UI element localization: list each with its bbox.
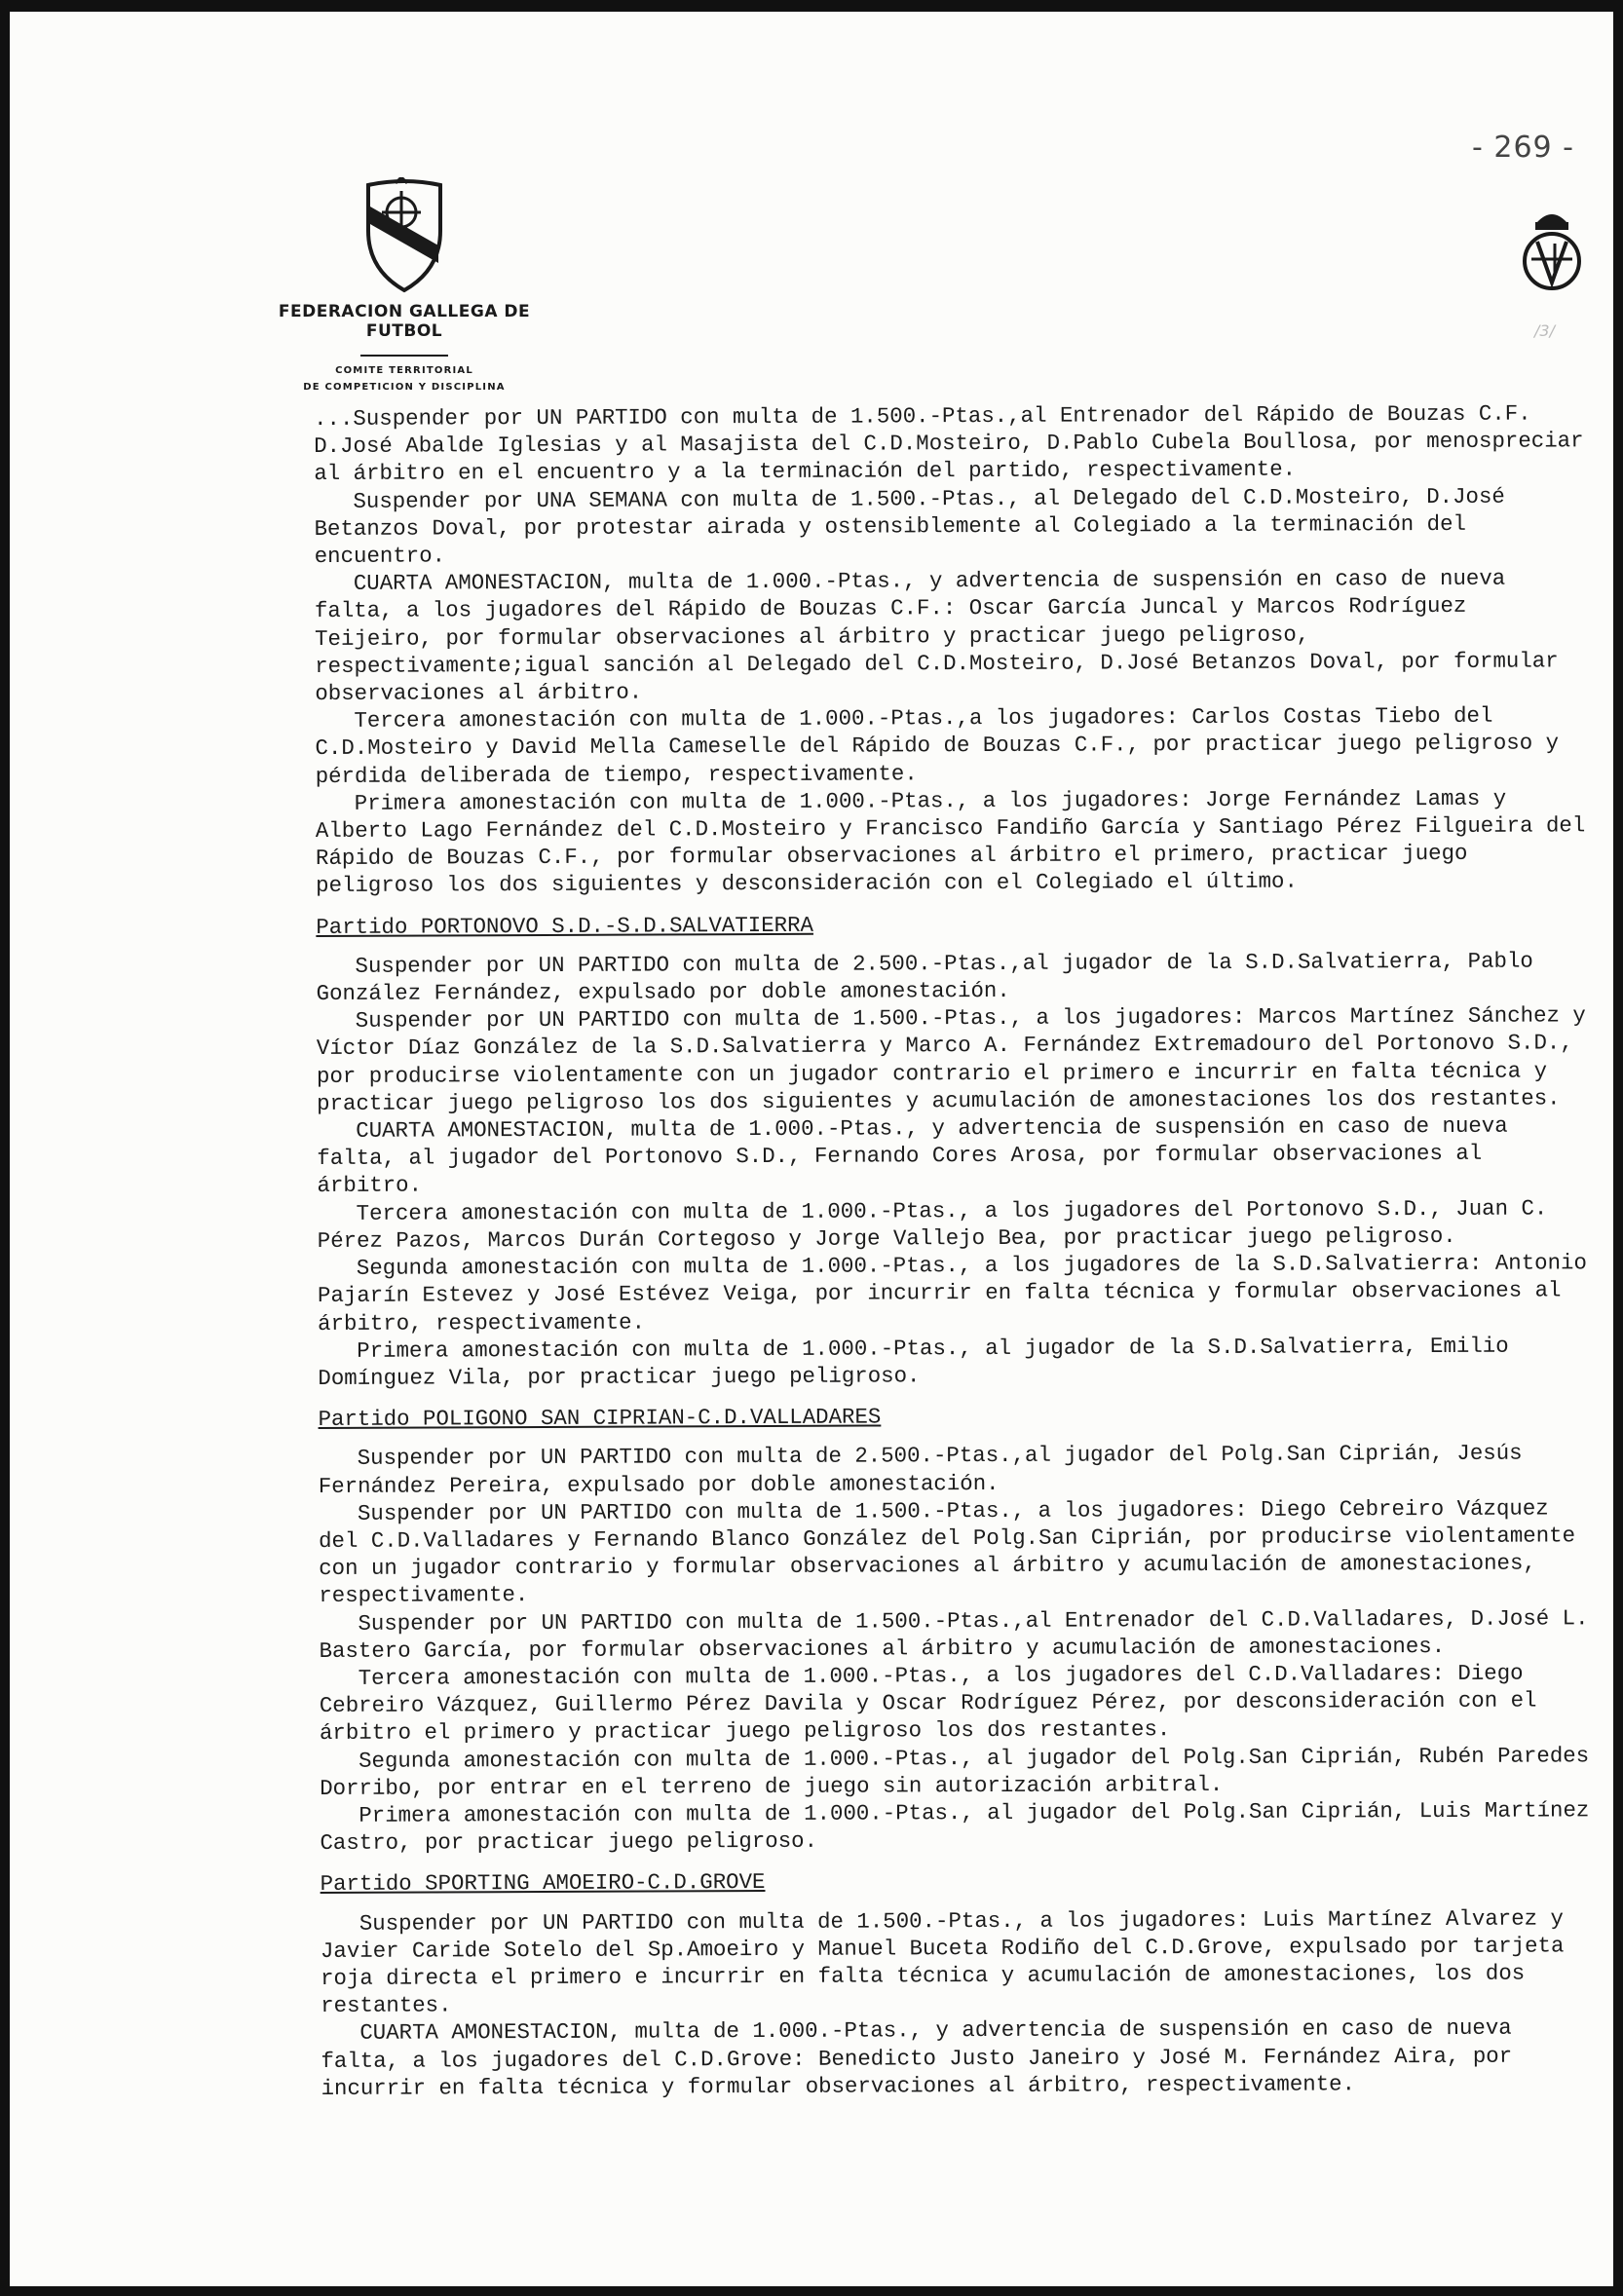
paragraph: Primera amonestación con multa de 1.000.-Ptas., al jugador de la S.D.Salvatierra, Emilio Domínguez Vila, por practicar juego peligroso. [318, 1333, 1509, 1391]
paragraph: Suspender por UN PARTIDO con multa de 2.500.-Ptas.,al jugador de la S.D.Salvatierra, Pablo González Fernández, expulsado por doble amonestación. [316, 948, 1533, 1007]
match-heading: Partido SPORTING AMOEIRO-C.D.GROVE [320, 1869, 766, 1898]
paragraph: Segunda amonestación con multa de 1.000.-Ptas., a los jugadores de la S.D.Salvatierra: Antonio Pajarín Estevez y José Estévez Veiga, por incurrir en falta técnica y formular observaciones al árbitro, respectivamente. [317, 1250, 1587, 1336]
paragraph: Segunda amonestación con multa de 1.000.-Ptas., al jugador del Polg.San Ciprián, Rubén Paredes Dorribo, por entrar en el terreno de juego sin autorización arbitral. [320, 1742, 1590, 1801]
committee-line-1: COMITE TERRITORIAL [335, 365, 473, 376]
paragraph: Primera amonestación con multa de 1.000.-Ptas., a los jugadores: Jorge Fernández Lamas y Alberto Lago Fernández del C.D.Mosteiro y Francisco Fandiño García y Santiago Pérez Filgueira del Rápido de Bouzas C.F., por formular observaciones al árbitro el primero, practicar juego peligroso los dos siguientes y desconsideración con el Colegiado el último. [315, 785, 1586, 899]
match-heading: Partido POLIGONO SAN CIPRIAN-C.D.VALLADARES [318, 1404, 882, 1433]
federation-name: FEDERACION GALLEGA DE FUTBOL [278, 302, 531, 341]
paragraph: Suspender por UN PARTIDO con multa de 1.500.-Ptas., a los jugadores: Diego Cebreiro Vázquez del C.D.Valladares y Fernando Blanco González del Polg.San Ciprián, por producirse violentamente con un jugador contrario y formular observaciones al árbitro y acumulación de amonestaciones, respectivamente. [319, 1495, 1576, 1609]
paragraph: Tercera amonestación con multa de 1.000.-Ptas., a los jugadores del Portonovo S.D., Juan C. Pérez Pazos, Marcos Durán Cortegoso y Jorge Vallejo Bea, por practicar juego peligroso. [317, 1195, 1548, 1254]
paragraph: Suspender por UNA SEMANA con multa de 1.500.-Ptas., al Delegado del C.D.Mosteiro, D.José Betanzos Doval, por protestar airada y ostensiblemente al Colegiado a la terminación del encuentro. [314, 483, 1505, 570]
paragraph: Suspender por UN PARTIDO con multa de 2.500.-Ptas.,al jugador del Polg.San Ciprián, Jesús Fernández Pereira, expulsado por doble amonestación. [318, 1440, 1523, 1499]
letterhead-rule [360, 355, 448, 357]
paragraph: Suspender por UN PARTIDO con multa de 1.500.-Ptas., a los jugadores: Marcos Martínez Sánchez y Víctor Díaz González de la S.D.Salvatierra y Marco A. Fernández Extremadouro del Portonovo S.D., por producirse violentamente con un jugador contrario el primero e incurrir en falta técnica y practicar juego peligroso los dos siguientes y acumulación de amonestaciones los dos restantes. [316, 1002, 1586, 1116]
match-heading: Partido PORTONOVO S.D.-S.D.SALVATIERRA [316, 912, 813, 940]
document-page [10, 12, 1613, 2286]
margin-mark: /3/ [1534, 321, 1555, 340]
paragraph: CUARTA AMONESTACION, multa de 1.000.-Ptas., y advertencia de suspensión en caso de nueva falta, a los jugadores del C.D.Grove: Benedicto Justo Janeiro y José M. Fernández Aira, por incurrir en falta técnica y formular observaciones al árbitro, respectivamente. [321, 2015, 1513, 2101]
paragraph: Primera amonestación con multa de 1.000.-Ptas., al jugador del Polg.San Ciprián, Luis Martínez Castro, por practicar juego peligroso. [320, 1797, 1590, 1857]
paragraph: Tercera amonestación con multa de 1.000.-Ptas., a los jugadores del C.D.Valladares: Diego Cebreiro Vázquez, Guillermo Pérez Davila y Oscar Rodríguez Pérez, por desconsideración con el árbitro el primero y practicar juego peligroso los dos restantes. [319, 1660, 1537, 1747]
paragraph: CUARTA AMONESTACION, multa de 1.000.-Ptas., y advertencia de suspensión en caso de nueva falta, al jugador del Portonovo S.D., Fernando Cores Arosa, por formular observaciones al árbitro. [317, 1112, 1508, 1199]
committee-line-2: DE COMPETICION Y DISCIPLINA [303, 382, 506, 393]
resolution-text [314, 399, 1600, 2102]
paragraph: CUARTA AMONESTACION, multa de 1.000.-Ptas., y advertencia de suspensión en caso de nueva falta, a los jugadores del Rápido de Bouzas C.F.: Oscar García Juncal y Marcos Rodríguez Teijeiro, por formular observaciones al árbitro y practicar juego peligroso, respectivamente;igual sanción al Delegado del C.D.Mosteiro, D.José Betanzos Doval, por formular observaciones al árbitro. [314, 565, 1559, 707]
paragraph: Tercera amonestación con multa de 1.000.-Ptas.,a los jugadores: Carlos Costas Tiebo del C.D.Mosteiro y David Mella Cameselle del Rápido de Bouzas C.F., por practicar juego peligroso y pérdida deliberada de tiempo, respectivamente. [315, 702, 1560, 789]
paragraph: ...Suspender por UN PARTIDO con multa de 1.500.-Ptas.,al Entrenador del Rápido de Bouzas C.F. D.José Abalde Iglesias y al Masajista del C.D.Mosteiro, D.Pablo Cubela Boullosa, por menospreciar al árbitro en el encuentro y a la terminación del partido, respectivamente. [314, 400, 1584, 487]
royal-federation-crest-logo [1518, 205, 1586, 297]
letterhead [239, 177, 570, 395]
paragraph: Suspender por UN PARTIDO con multa de 1.500.-Ptas., a los jugadores: Luis Martínez Alvarez y Javier Caride Sotelo del Sp.Amoeiro y Manuel Buceta Rodiño del C.D.Grove, expulsado por tarjeta roja directa el primero e incurrir en falta técnica y acumulación de amonestaciones, los dos restantes. [320, 1904, 1565, 2019]
federation-shield-logo [360, 177, 448, 294]
page-number: - 269 - [1472, 131, 1574, 165]
paragraph: Suspender por UN PARTIDO con multa de 1.500.-Ptas.,al Entrenador del C.D.Valladares, D.José L. Bastero García, por formular observaciones al árbitro y acumulación de amonestaciones. [319, 1604, 1589, 1664]
